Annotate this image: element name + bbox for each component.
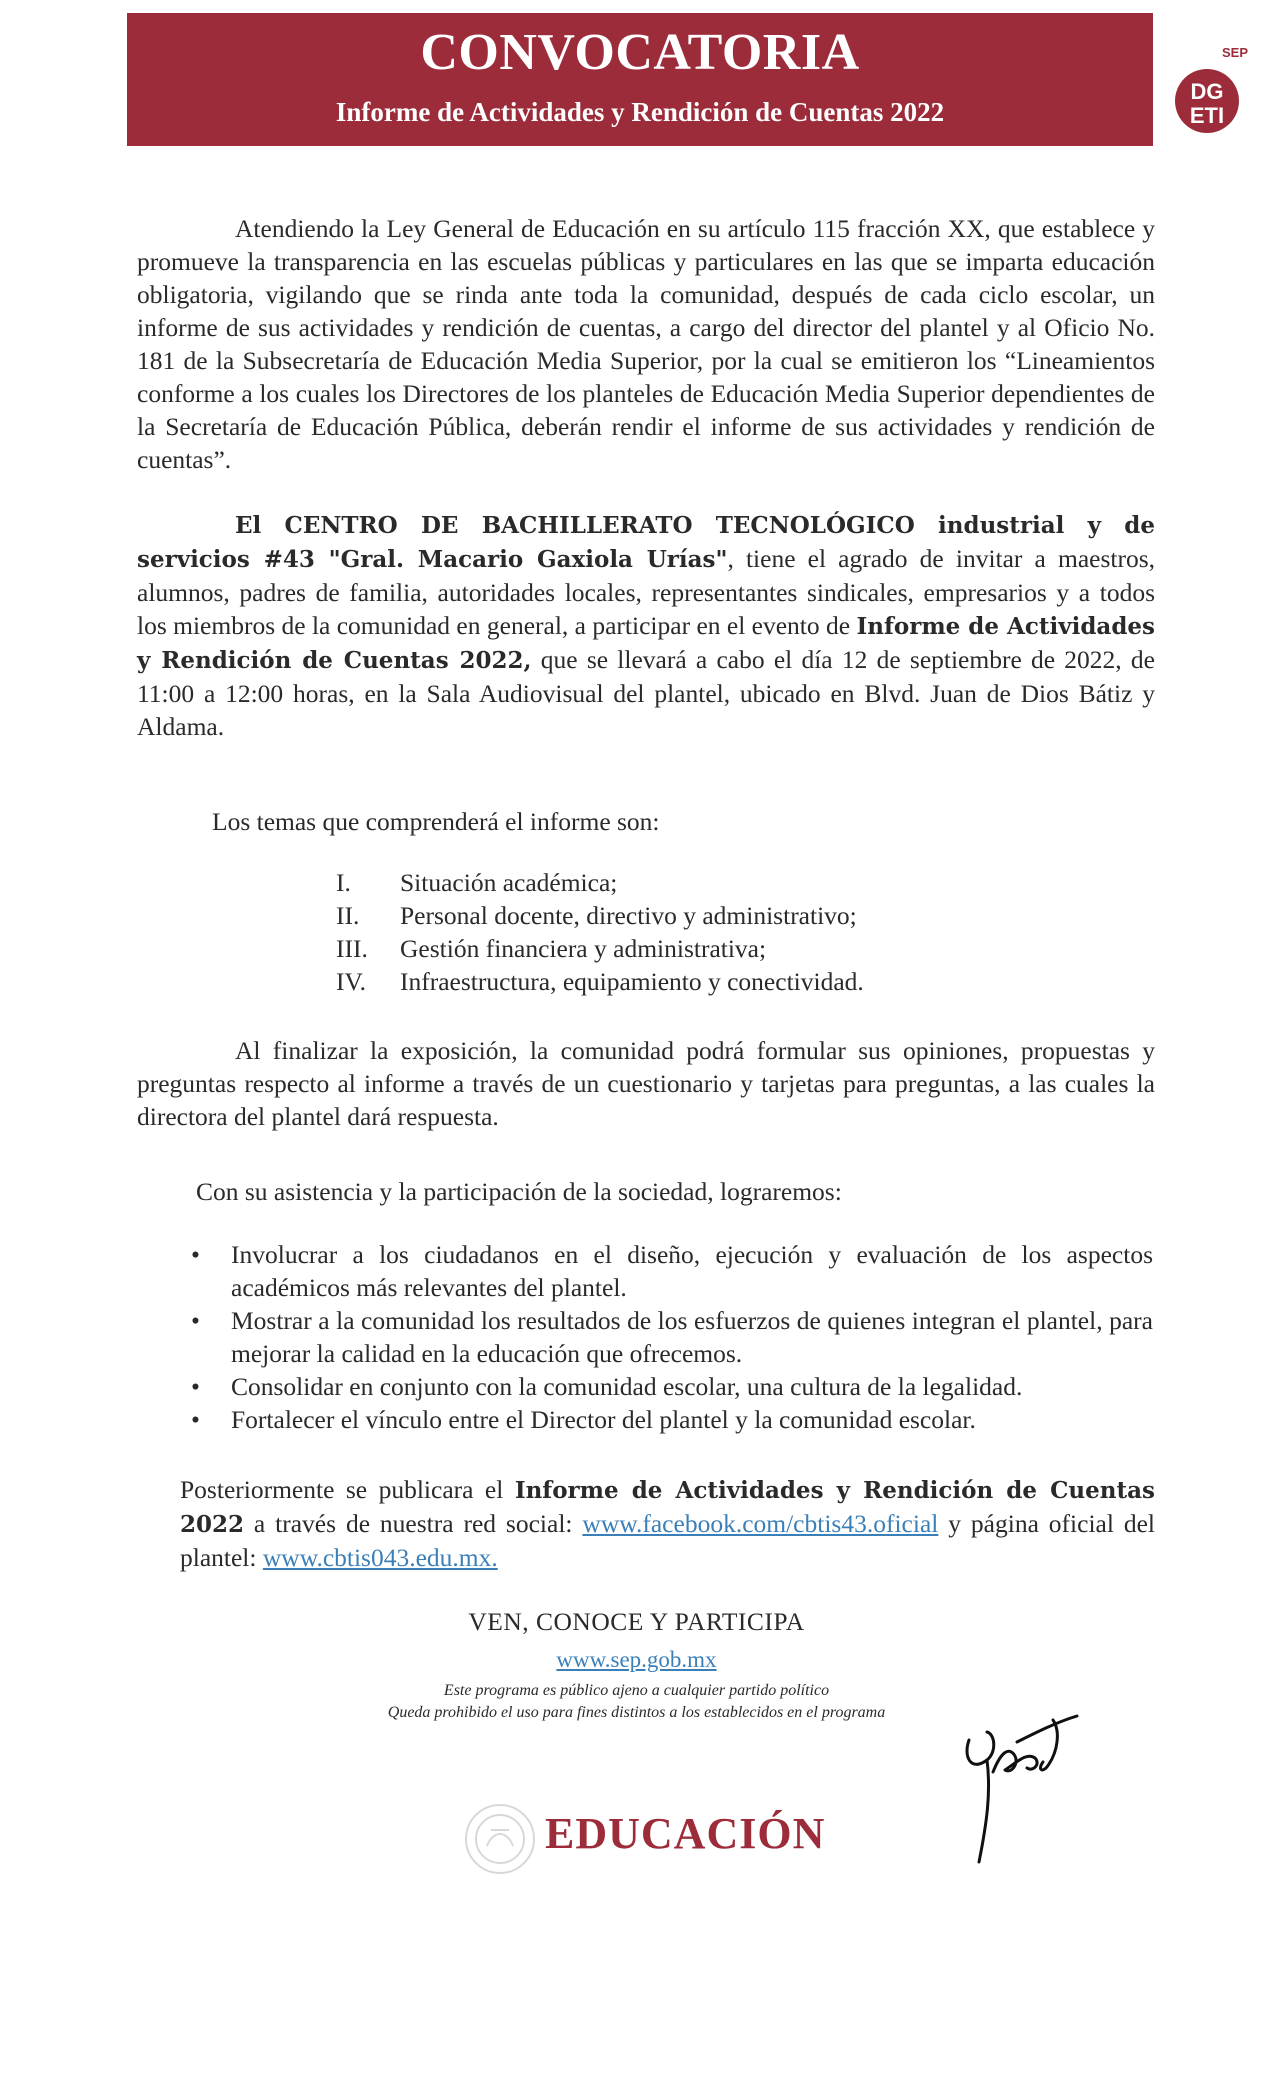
closing-paragraph: Posteriormente se publicara el Informe de Actividades y Rendición de Cuentas 2022 a través de nuestra red social: www.facebook.com/cbtis43.oficial y página oficial del plantel: www.cbtis043.edu.mx. (180, 1475, 1155, 1572)
page-title: CONVOCATORIA (420, 24, 860, 81)
list-item: • Consolidar en conjunto con la comunidad escolar, una cultura de la legalidad. (191, 1372, 1023, 1401)
goals-list (183, 1238, 1153, 1436)
topics-list (336, 866, 1036, 998)
list-item: II. Personal docente, directivo y administrativo; (336, 901, 857, 930)
page-subtitle: Informe de Actividades y Rendición de Cuentas 2022 (335, 97, 945, 127)
list-item: IV. Infraestructura, equipamiento y conectividad. (336, 967, 864, 996)
invitation-text: , tiene el agrado de invitar a maestros, alumnos, padres de familia, autoridades locales, representantes sindicales, empresarios y a todos los miembros de la comunidad en general, a participar en el evento de (137, 544, 1155, 640)
dgeti-gear-logo (1163, 37, 1257, 147)
list-item: • Involucrar a los ciudadanos en el diseño, ejecución y evaluación de los aspectos académicos más relevantes del plantel. (191, 1240, 1153, 1302)
disclaimer-2: Queda prohibido el uso para fines distintos a los establecidos en el programa (387, 1704, 886, 1721)
svg-text:ETI: ETI (1189, 103, 1225, 128)
feedback-paragraph: Al finalizar la exposición, la comunidad podrá formular sus opiniones, propuestas y preguntas respecto al informe a través de un cuestionario y tarjetas para preguntas, a las cuales la directora del plantel dará respuesta. (137, 1036, 1155, 1131)
sep-link[interactable]: www.sep.gob.mx (556, 1647, 717, 1672)
sep-link-line (0, 1647, 1273, 1673)
report-name: Informe de Actividades y Rendición de Cuentas 2022 (180, 1477, 1155, 1538)
list-item: I. Situación académica; (336, 868, 618, 897)
school-name: El CENTRO DE BACHILLERATO TECNOLÓGICO industrial y de servicios #43 "Gral. Macario Gaxiola Urías" (137, 512, 1155, 573)
goals-intro: Con su asistencia y la participación de la sociedad, lograremos: (196, 1177, 842, 1206)
intro-paragraph: Atendiendo la Ley General de Educación en su artículo 115 fracción XX, que establece y promueve la transparencia en las escuelas públicas y particulares en las que se imparta educación obligatoria, vigilando que se rinda ante toda la comunidad, después de cada ciclo escolar, un informe de sus actividades y rendición de cuentas, a cargo del director del plantel y al Oficio No. 181 de la Subsecretaría de Educación Media Superior, por la cual se emitieron los “Lineamientos conforme a los cuales los Directores de los planteles de Educación Media Superior dependientes de la Secretaría de Educación Pública, deberán rendir el informe de sus actividades y rendición de cuentas”. (137, 214, 1155, 474)
educacion-brand: EDUCACIÓN (545, 1809, 826, 1858)
list-item: • Fortalecer el vínculo entre el Director del plantel y la comunidad escolar. (191, 1405, 976, 1434)
slogan: VEN, CONOCE Y PARTICIPA (468, 1607, 805, 1636)
list-item: III. Gestión financiera y administrativa; (336, 934, 767, 963)
header-banner (127, 13, 1249, 146)
svg-text:SEP: SEP (1221, 45, 1249, 60)
national-emblem-icon (461, 1800, 539, 1878)
topics-intro: Los temas que comprenderá el informe son: (212, 807, 660, 836)
svg-text:DG: DG (1190, 79, 1224, 104)
website-link[interactable]: www.cbtis043.edu.mx. (262, 1543, 498, 1572)
invitation-paragraph (137, 508, 1155, 743)
event-name: Informe de Actividades y Rendición de Cuentas 2022, (137, 613, 1155, 674)
list-item: • Mostrar a la comunidad los resultados de los esfuerzos de quienes integran el plantel, para mejorar la calidad en la educación que ofrecemos. (191, 1306, 1153, 1368)
facebook-link[interactable]: www.facebook.com/cbtis43.oficial (582, 1509, 939, 1538)
event-details: que se llevará a cabo el día 12 de septiembre de 2022, de 11:00 a 12:00 horas, en la Sala Audiovisual del plantel, ubicado en Blvd. Juan de Dios Bátiz y Aldama. (137, 645, 1155, 741)
disclaimer-1: Este programa es público ajeno a cualquier partido político (443, 1682, 830, 1699)
signature-icon (957, 1712, 1087, 1867)
